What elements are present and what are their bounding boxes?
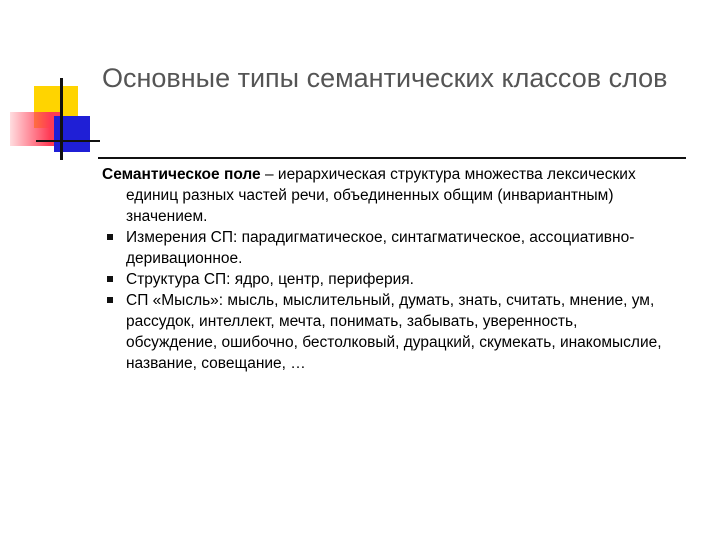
slide-title: Основные типы семантических классов слов <box>102 63 668 93</box>
definition-text: – иерархическая структура множества лексических единиц разных частей речи, объединенных общим (инвариантным) значением. <box>126 166 636 225</box>
slide-body <box>102 164 662 374</box>
square-bullet-icon <box>107 234 113 240</box>
definition-term: Семантическое поле <box>102 166 261 183</box>
list-item-text: Структура СП: ядро, центр, периферия. <box>126 271 414 288</box>
vertical-line-divider <box>60 78 63 160</box>
definition-paragraph <box>102 164 662 227</box>
square-bullet-icon <box>107 297 113 303</box>
square-bullet-icon <box>107 276 113 282</box>
list-item <box>102 227 662 269</box>
list-item-text: СП «Мысль»: мысль, мыслительный, думать, знать, считать, мнение, ум, рассудок, интеллект, мечта, понимать, забывать, уверенность, обсуждение, ошибочно, бестолковый, дурацкий, скумекать, инакомыслие, название, совещание, … <box>126 292 662 372</box>
horizontal-line-divider <box>36 140 100 142</box>
bullet-list <box>102 227 662 374</box>
title-underline-divider <box>98 157 686 159</box>
list-item-text: Измерения СП: парадигматическое, синтагматическое, ассоциативно-деривационное. <box>126 229 635 267</box>
list-item <box>102 290 662 374</box>
list-item <box>102 269 662 290</box>
